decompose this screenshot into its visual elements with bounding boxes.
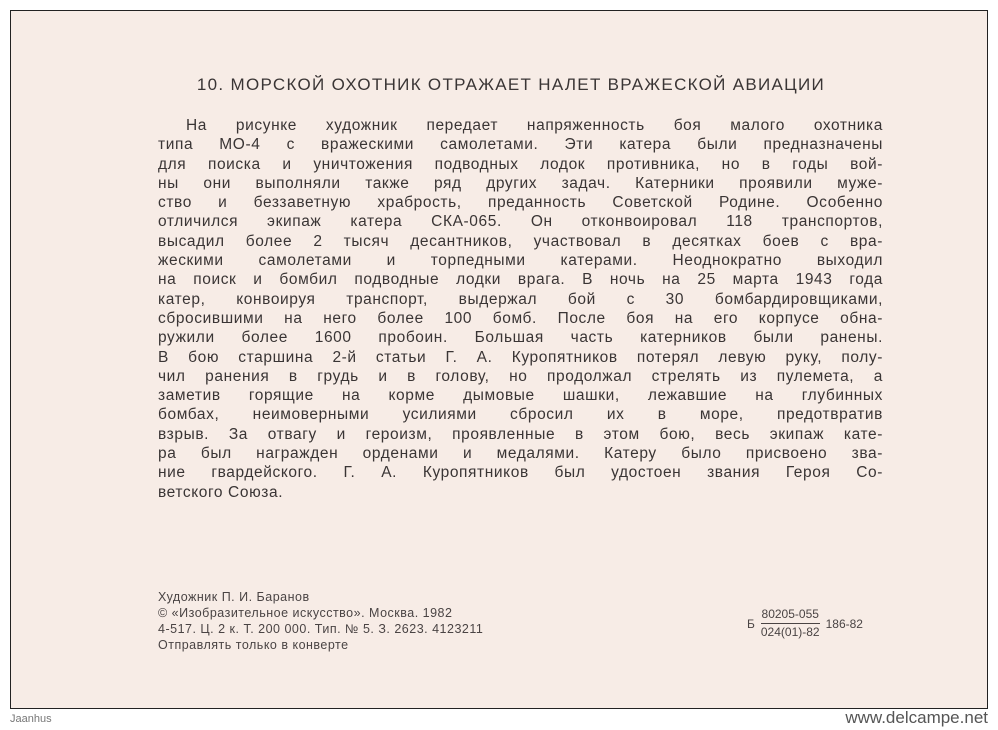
body-line: ны они выполняли также ряд других задач. Катерники проявили муже- — [158, 174, 883, 192]
body-line: На рисунке художник передает напряженность боя малого охотника — [186, 117, 883, 134]
body-line: взрыв. За отвагу и героизм, проявленные в этом бою, весь экипаж кате- — [158, 425, 883, 443]
body-line: заметив горящие на корме дымовые шашки, лежавшие на глубинных — [158, 387, 883, 405]
index-letter: Б — [747, 616, 755, 631]
fraction-bar — [761, 623, 820, 624]
catalog-index — [747, 607, 863, 640]
uploader-credit: Jaanhus — [10, 713, 52, 725]
card-body-text — [158, 116, 883, 502]
body-line: типа МО-4 с вражескими самолетами. Эти катера были предназначены — [158, 136, 883, 154]
artist-credit: Художник П. И. Баранов — [158, 590, 310, 604]
body-line: чил ранения в грудь и в голову, но продолжал стрелять из пулемета, а — [158, 367, 883, 385]
index-denominator: 024(01)-82 — [760, 625, 820, 639]
body-line: ние гвардейского. Г. А. Куропятников был удостоен звания Героя Со- — [158, 464, 883, 482]
body-line: В бою старшина 2-й статьи Г. А. Куропятников потерял левую руку, полу- — [158, 348, 883, 366]
body-line: ство и беззаветную храбрость, преданность Советской Родине. Особенно — [158, 194, 883, 212]
index-numerator: 80205-055 — [761, 607, 819, 621]
card-title: 10. МОРСКОЙ ОХОТНИК ОТРАЖАЕТ НАЛЕТ ВРАЖЕСКОЙ АВИАЦИИ — [196, 75, 826, 94]
index-suffix: 186-82 — [825, 616, 863, 631]
body-line: сбросившими на него более 100 бомб. После боя на его корпусе обна- — [158, 309, 883, 327]
body-line: высадил более 2 тысяч десантников, участвовал в десятках боев с вра- — [158, 232, 883, 250]
publication-info — [158, 589, 483, 653]
body-line: бомбах, неимоверными усилиями сбросил их в море, предотвратив — [158, 406, 883, 424]
body-line: ружили более 1600 пробоин. Большая часть катерников были ранены. — [158, 329, 883, 347]
body-line: ра был награжден орденами и медалями. Катеру было присвоено зва- — [158, 445, 883, 463]
body-line: для поиска и уничтожения подводных лодок противника, но в годы вой- — [158, 155, 883, 173]
body-line: ветского Союза. — [158, 483, 284, 501]
copyright-line: © «Изобразительное искусство». Москва. 1982 — [158, 606, 453, 620]
postcard-back — [10, 10, 988, 709]
index-fraction — [761, 607, 820, 640]
body-line: на поиск и бомбил подводные лодки врага. В ночь на 25 марта 1943 года — [158, 271, 883, 289]
site-credit[interactable]: www.delcampe.net — [845, 708, 988, 727]
body-line: катер, конвоируя транспорт, выдержал бой с 30 бомбардировщиками, — [158, 290, 883, 308]
print-info: 4-517. Ц. 2 к. Т. 200 000. Тип. № 5. З. 2623. 4123211 — [158, 622, 484, 636]
mailing-note: Отправлять только в конверте — [158, 638, 349, 652]
body-line: жескими самолетами и торпедными катерами. Неоднократно выходил — [158, 252, 883, 270]
body-line: отличился экипаж катера СКА-065. Он отконвоировал 118 транспортов, — [158, 213, 883, 231]
